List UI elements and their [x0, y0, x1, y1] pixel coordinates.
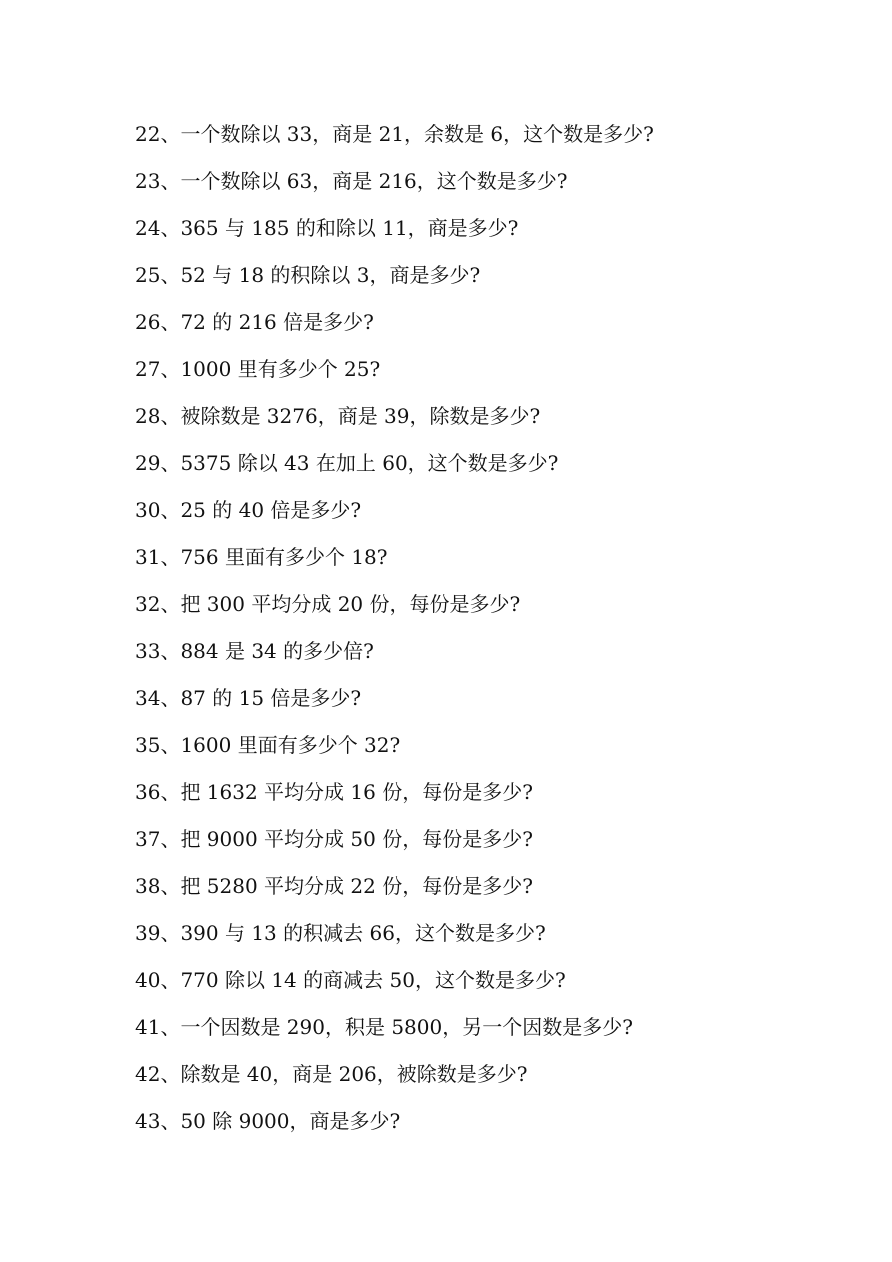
problem-item: 34、87 的 15 倍是多少? [135, 686, 362, 710]
problem-item: 33、884 是 34 的多少倍? [135, 639, 374, 663]
problem-item: 28、被除数是 3276，商是 39，除数是多少? [135, 404, 541, 428]
problem-item: 26、72 的 216 倍是多少? [135, 310, 374, 334]
problem-item: 43、50 除 9000，商是多少? [135, 1109, 401, 1133]
problem-item: 41、一个因数是 290，积是 5800，另一个因数是多少? [135, 1015, 633, 1039]
problem-item: 24、365 与 185 的和除以 11，商是多少? [135, 216, 519, 240]
problem-item: 42、除数是 40，商是 206，被除数是多少? [135, 1062, 528, 1086]
problem-item: 30、25 的 40 倍是多少? [135, 498, 362, 522]
problem-item: 36、把 1632 平均分成 16 份，每份是多少? [135, 780, 533, 804]
problem-item: 40、770 除以 14 的商减去 50，这个数是多少? [135, 968, 566, 992]
problem-item: 37、把 9000 平均分成 50 份，每份是多少? [135, 827, 533, 851]
problem-item: 35、1600 里面有多少个 32? [135, 733, 401, 757]
problem-item: 25、52 与 18 的积除以 3，商是多少? [135, 263, 481, 287]
problem-item: 39、390 与 13 的积减去 66，这个数是多少? [135, 921, 546, 945]
problem-item: 29、5375 除以 43 在加上 60，这个数是多少? [135, 451, 559, 475]
problem-list [135, 117, 835, 1151]
problem-item: 23、一个数除以 63，商是 216，这个数是多少? [135, 169, 568, 193]
problem-item: 38、把 5280 平均分成 22 份，每份是多少? [135, 874, 533, 898]
problem-item: 27、1000 里有多少个 25? [135, 357, 381, 381]
problem-item: 31、756 里面有多少个 18? [135, 545, 388, 569]
problem-item: 32、把 300 平均分成 20 份，每份是多少? [135, 592, 521, 616]
problem-item: 22、一个数除以 33，商是 21，余数是 6，这个数是多少? [135, 122, 654, 146]
